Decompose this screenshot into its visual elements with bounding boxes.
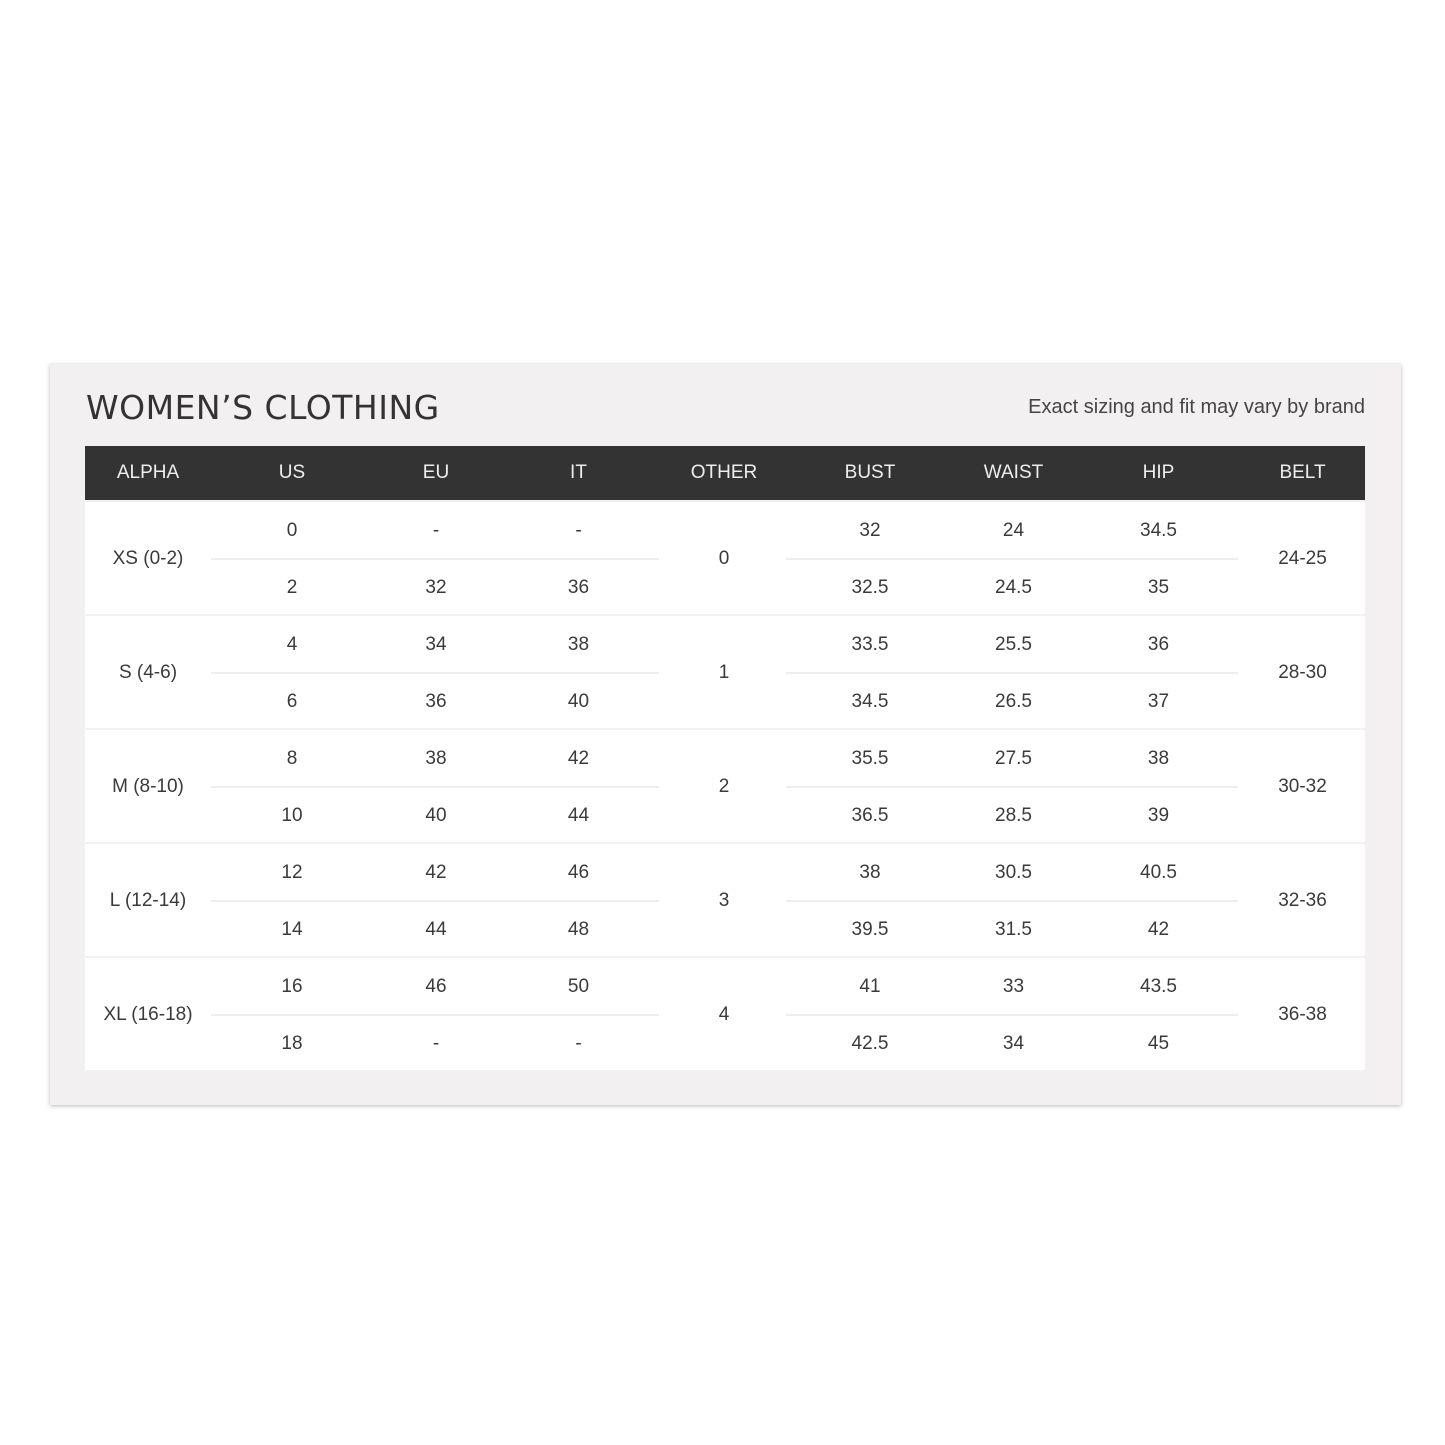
us-cell: 18: [281, 1032, 303, 1054]
bust-cell: 33.5: [851, 633, 889, 655]
belt-cell: 36-38: [1278, 1004, 1327, 1025]
header-waist: WAIST: [983, 462, 1044, 483]
header-alpha: ALPHA: [116, 462, 180, 483]
bust-cell: 32.5: [851, 576, 889, 598]
bust-cell: 39.5: [851, 918, 889, 940]
alpha-cell: M (8-10): [112, 776, 184, 797]
alpha-cell: L (12-14): [109, 890, 187, 911]
belt-cell: 24-25: [1278, 548, 1327, 569]
us-cell: 10: [281, 804, 303, 826]
size-chart-card: [50, 364, 1401, 1105]
header-belt: BELT: [1279, 462, 1326, 483]
eu-cell: 46: [425, 975, 447, 997]
it-cell: 48: [567, 918, 590, 940]
hip-cell: 43.5: [1140, 975, 1177, 997]
row-divider: [786, 900, 1238, 902]
size-group-xs: [85, 500, 1365, 614]
alpha-cell: XL (16-18): [103, 1004, 193, 1025]
waist-cell: 26.5: [995, 690, 1032, 712]
other-cell: 4: [718, 1004, 730, 1025]
waist-cell: 27.5: [995, 747, 1032, 769]
waist-cell: 24: [1002, 519, 1025, 541]
bust-cell: 36.5: [851, 804, 889, 826]
header-hip: HIP: [1142, 462, 1175, 483]
header-us: US: [278, 462, 306, 483]
eu-cell: 34: [425, 633, 447, 655]
waist-cell: 31.5: [995, 918, 1032, 940]
belt-cell: 30-32: [1278, 776, 1327, 797]
row-divider: [786, 558, 1238, 560]
eu-cell: -: [432, 1032, 440, 1054]
eu-cell: 40: [425, 804, 447, 826]
chart-title: WOMEN’S CLOTHING: [86, 388, 440, 427]
eu-cell: 42: [425, 861, 447, 883]
other-cell: 2: [718, 776, 730, 797]
it-cell: 44: [567, 804, 590, 826]
size-group-xl: [85, 956, 1365, 1070]
header-eu: EU: [422, 462, 450, 483]
row-divider: [786, 1014, 1238, 1016]
it-cell: 36: [567, 576, 590, 598]
us-cell: 6: [286, 690, 298, 712]
hip-cell: 40.5: [1140, 861, 1177, 883]
eu-cell: -: [432, 519, 440, 541]
bust-cell: 32: [859, 519, 881, 541]
eu-cell: 38: [425, 747, 447, 769]
us-cell: 4: [286, 633, 298, 655]
belt-cell: 28-30: [1278, 662, 1327, 683]
us-cell: 12: [281, 861, 303, 883]
it-cell: 50: [567, 975, 590, 997]
size-table: [85, 446, 1365, 1070]
waist-cell: 30.5: [995, 861, 1032, 883]
waist-cell: 25.5: [995, 633, 1032, 655]
bust-cell: 38: [859, 861, 881, 883]
header-it: IT: [570, 462, 587, 483]
hip-cell: 37: [1147, 690, 1170, 712]
waist-cell: 24.5: [995, 576, 1032, 598]
it-cell: -: [575, 519, 582, 541]
hip-cell: 34.5: [1140, 519, 1177, 541]
table-header: [85, 446, 1365, 500]
it-cell: 42: [567, 747, 590, 769]
row-divider: [211, 558, 659, 560]
belt-cell: 32-36: [1278, 890, 1327, 911]
size-group-m: [85, 728, 1365, 842]
eu-cell: 44: [425, 918, 447, 940]
hip-cell: 42: [1147, 918, 1170, 940]
waist-cell: 34: [1002, 1032, 1025, 1054]
eu-cell: 36: [425, 690, 447, 712]
row-divider: [211, 786, 659, 788]
row-divider: [786, 672, 1238, 674]
other-cell: 3: [718, 890, 730, 911]
alpha-cell: S (4-6): [118, 662, 178, 683]
row-divider: [211, 672, 659, 674]
us-cell: 2: [286, 576, 298, 598]
hip-cell: 36: [1147, 633, 1170, 655]
it-cell: 40: [567, 690, 590, 712]
alpha-cell: XS (0-2): [112, 548, 184, 569]
us-cell: 14: [281, 918, 303, 940]
bust-cell: 42.5: [851, 1032, 889, 1054]
bust-cell: 34.5: [851, 690, 889, 712]
hip-cell: 45: [1147, 1032, 1170, 1054]
sizing-note: Exact sizing and fit may vary by brand: [1028, 396, 1365, 418]
bust-cell: 35.5: [851, 747, 889, 769]
other-cell: 0: [718, 548, 730, 569]
size-group-s: [85, 614, 1365, 728]
waist-cell: 33: [1002, 975, 1025, 997]
header-other: OTHER: [690, 462, 758, 483]
other-cell: 1: [718, 662, 730, 683]
hip-cell: 39: [1147, 804, 1170, 826]
it-cell: 38: [567, 633, 590, 655]
eu-cell: 32: [425, 576, 447, 598]
waist-cell: 28.5: [995, 804, 1032, 826]
hip-cell: 35: [1147, 576, 1170, 598]
us-cell: 16: [281, 975, 303, 997]
it-cell: 46: [567, 861, 590, 883]
header-bust: BUST: [844, 462, 896, 483]
hip-cell: 38: [1147, 747, 1170, 769]
row-divider: [211, 1014, 659, 1016]
us-cell: 8: [286, 747, 298, 769]
row-divider: [211, 900, 659, 902]
it-cell: -: [575, 1032, 582, 1054]
size-group-l: [85, 842, 1365, 956]
us-cell: 0: [286, 519, 298, 541]
row-divider: [786, 786, 1238, 788]
bust-cell: 41: [859, 975, 881, 997]
